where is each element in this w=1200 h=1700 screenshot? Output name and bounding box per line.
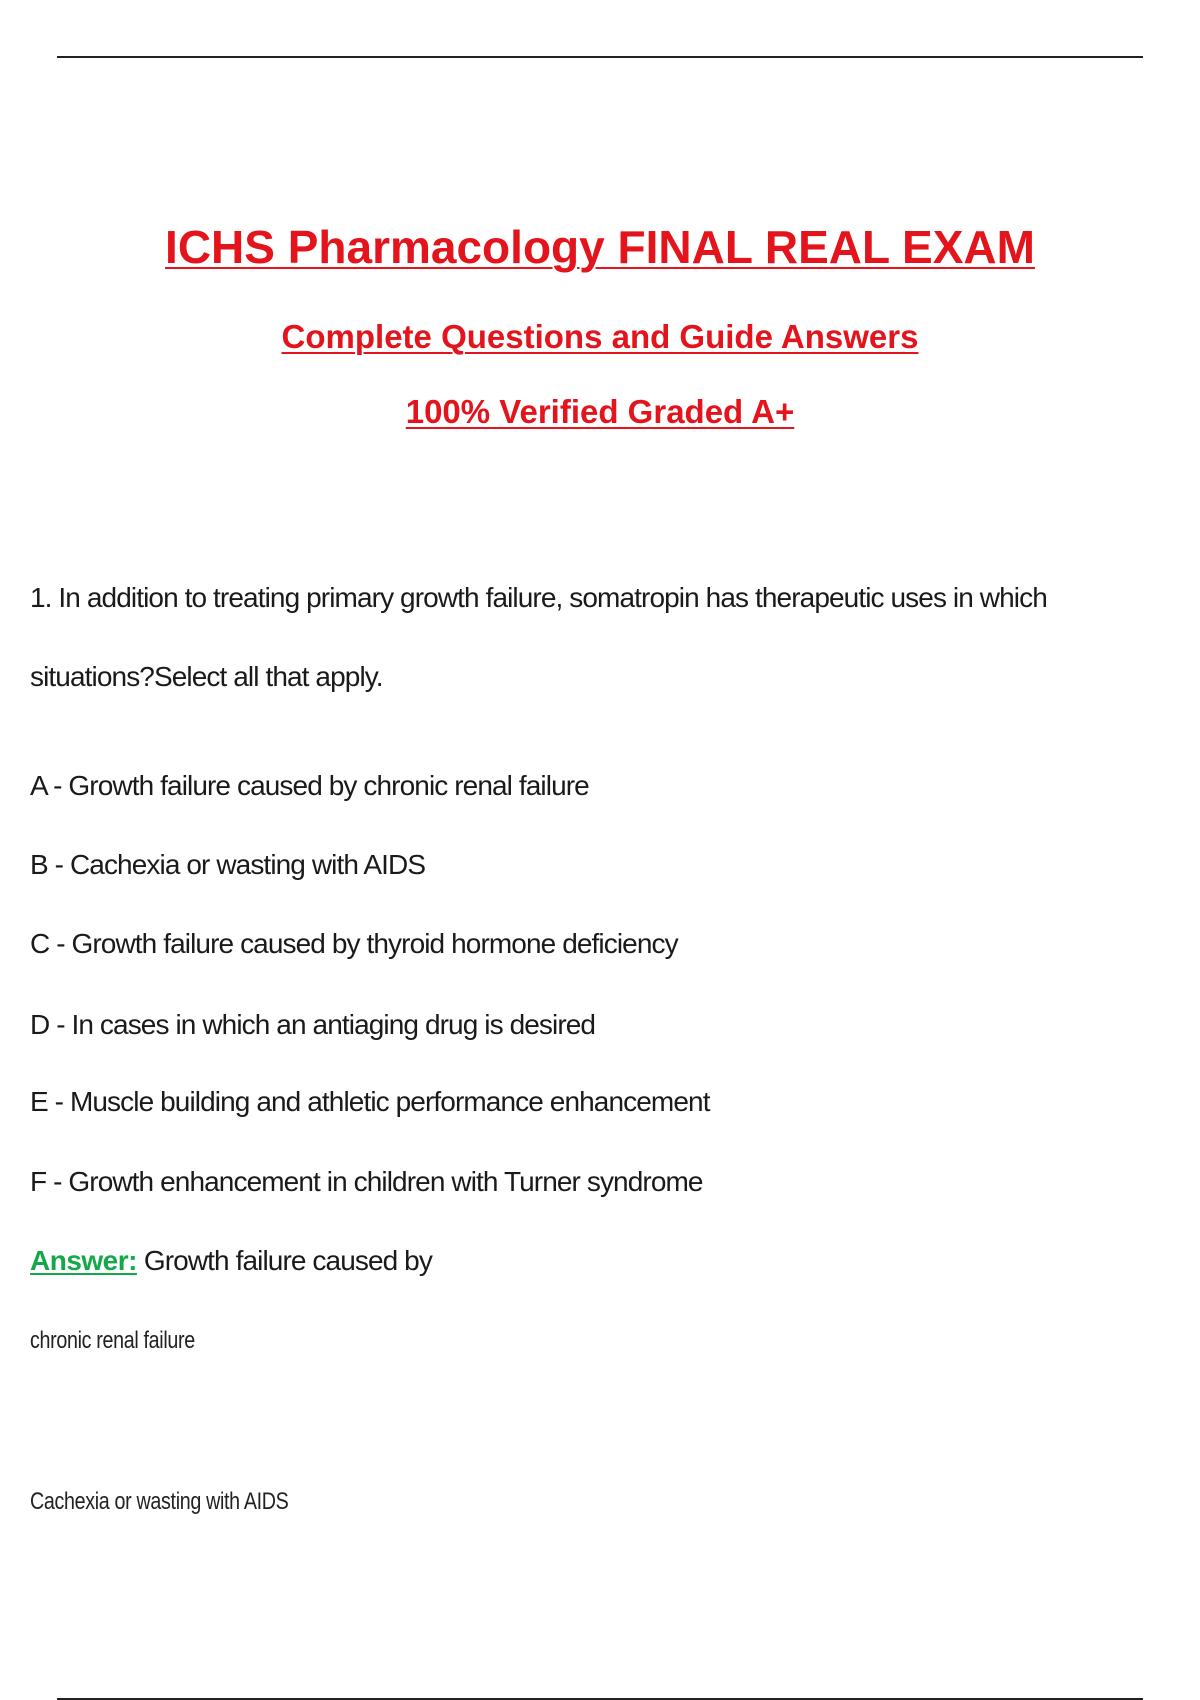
answer-text: Growth failure caused by bbox=[136, 1245, 432, 1276]
option-b: B - Cachexia or wasting with AIDS bbox=[30, 849, 426, 880]
answer-item-2: Cachexia or wasting with AIDS bbox=[30, 1488, 289, 1515]
page-subtitle: Complete Questions and Guide Answers bbox=[281, 318, 919, 355]
answer-label: Answer: bbox=[30, 1245, 137, 1276]
option-e: E - Muscle building and athletic performance enhancement bbox=[30, 1086, 710, 1117]
option-d: D - In cases in which an antiaging drug is desired bbox=[30, 1009, 596, 1040]
top-rule bbox=[57, 56, 1143, 58]
question-text-line-2: situations?Select all that apply. bbox=[30, 661, 383, 692]
answer-line bbox=[30, 1245, 432, 1277]
option-c: C - Growth failure caused by thyroid hormone deficiency bbox=[30, 928, 678, 959]
grade-badge-text: 100% Verified Graded A+ bbox=[405, 393, 795, 430]
answer-item-1: chronic renal failure bbox=[30, 1327, 195, 1354]
page-title: ICHS Pharmacology FINAL REAL EXAM bbox=[165, 221, 1035, 273]
question-text-line-1: 1. In addition to treating primary growth failure, somatropin has therapeutic uses in which bbox=[30, 582, 1047, 613]
option-f: F - Growth enhancement in children with Turner syndrome bbox=[30, 1166, 703, 1197]
option-a: A - Growth failure caused by chronic renal failure bbox=[30, 770, 589, 801]
